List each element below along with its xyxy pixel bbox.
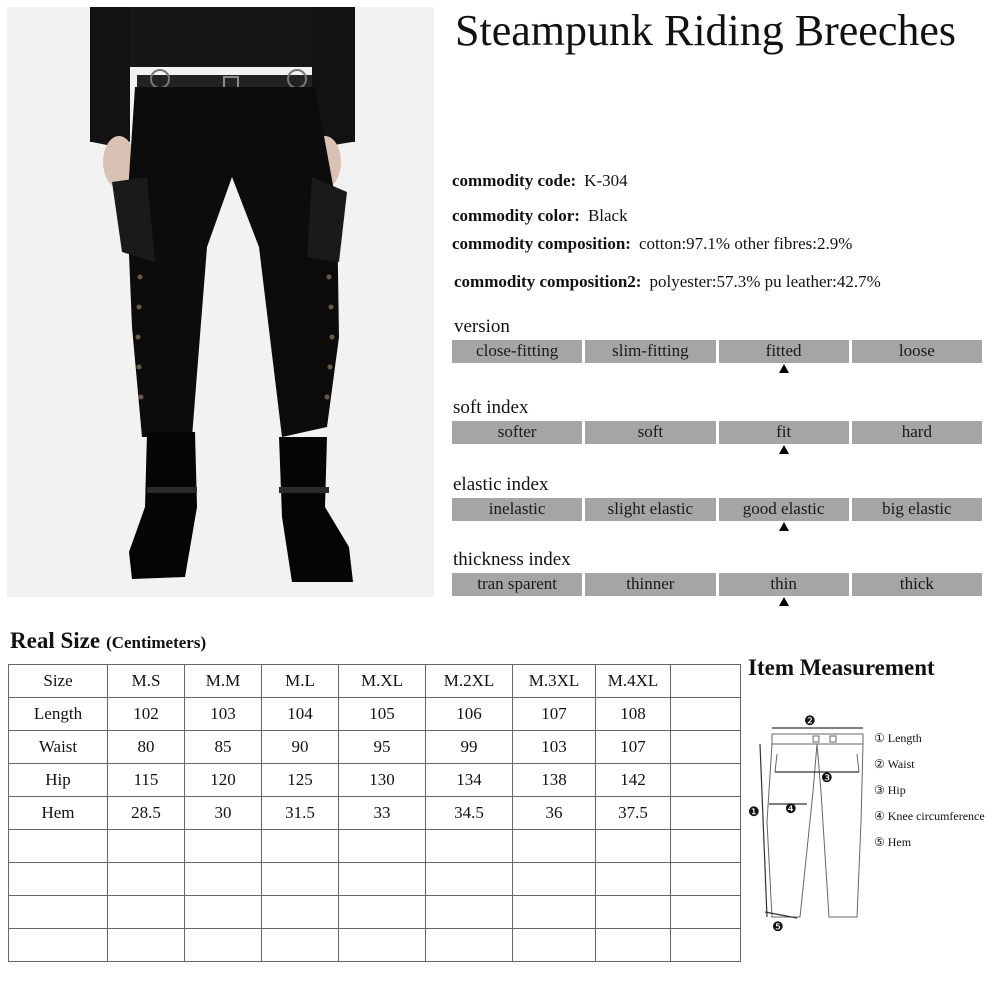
soft-index-option: hard bbox=[852, 421, 982, 444]
thickness-index-option: thin bbox=[719, 573, 849, 596]
table-cell: 103 bbox=[513, 731, 596, 764]
table-cell: 130 bbox=[339, 764, 426, 797]
table-cell bbox=[185, 929, 262, 962]
table-cell bbox=[262, 896, 339, 929]
size-table bbox=[8, 664, 741, 962]
real-size-unit: (Centimeters) bbox=[106, 633, 207, 652]
table-cell bbox=[108, 863, 185, 896]
table-cell: 107 bbox=[513, 698, 596, 731]
table-cell: Length bbox=[9, 698, 108, 731]
elastic-index-selected-marker-icon bbox=[779, 522, 789, 531]
elastic-index-option: inelastic bbox=[452, 498, 582, 521]
table-cell bbox=[671, 896, 741, 929]
table-cell: 28.5 bbox=[108, 797, 185, 830]
legend-label: Hem bbox=[887, 835, 912, 849]
legend-number: ② bbox=[874, 757, 885, 771]
table-cell: 142 bbox=[596, 764, 671, 797]
table-cell: 34.5 bbox=[426, 797, 513, 830]
knee-marker: ❹ bbox=[785, 801, 797, 816]
table-header-cell: M.3XL bbox=[513, 665, 596, 698]
soft-index-option: soft bbox=[585, 421, 715, 444]
spec-composition2 bbox=[454, 272, 881, 292]
version-label: version bbox=[454, 316, 510, 337]
table-header-cell: M.2XL bbox=[426, 665, 513, 698]
legend-label: Hip bbox=[887, 783, 906, 797]
product-title: Steampunk Riding Breeches bbox=[455, 6, 957, 55]
legend-item bbox=[874, 755, 985, 781]
measurement-legend bbox=[874, 729, 985, 859]
table-header-cell: M.S bbox=[108, 665, 185, 698]
table-cell bbox=[671, 929, 741, 962]
thickness-index-option: thinner bbox=[585, 573, 715, 596]
thickness-index-label: thickness index bbox=[453, 549, 571, 570]
table-cell: 99 bbox=[426, 731, 513, 764]
thickness-index-scale bbox=[452, 573, 982, 596]
version-option: loose bbox=[852, 340, 982, 363]
elastic-index-label: elastic index bbox=[453, 474, 549, 495]
spec-color-value: Black bbox=[587, 206, 628, 225]
version-option: slim-fitting bbox=[585, 340, 715, 363]
spec-composition bbox=[452, 234, 852, 254]
elastic-index-scale bbox=[452, 498, 982, 521]
table-cell: 138 bbox=[513, 764, 596, 797]
spec-code-value: K-304 bbox=[584, 171, 628, 190]
table-cell: 134 bbox=[426, 764, 513, 797]
table-cell bbox=[671, 764, 741, 797]
table-row bbox=[9, 764, 741, 797]
table-cell bbox=[108, 830, 185, 863]
thickness-index-option: tran sparent bbox=[452, 573, 582, 596]
table-header-cell: M.XL bbox=[339, 665, 426, 698]
soft-index-scale bbox=[452, 421, 982, 444]
table-cell: Hem bbox=[9, 797, 108, 830]
legend-label: Waist bbox=[887, 757, 915, 771]
table-cell bbox=[185, 830, 262, 863]
table-cell: 36 bbox=[513, 797, 596, 830]
table-cell bbox=[596, 863, 671, 896]
table-cell bbox=[671, 863, 741, 896]
table-cell bbox=[596, 830, 671, 863]
table-cell bbox=[426, 896, 513, 929]
table-cell: 120 bbox=[185, 764, 262, 797]
table-row bbox=[9, 731, 741, 764]
table-cell bbox=[513, 863, 596, 896]
table-cell: 85 bbox=[185, 731, 262, 764]
pants-measurement-diagram bbox=[745, 712, 873, 937]
table-row bbox=[9, 929, 741, 962]
table-cell: 106 bbox=[426, 698, 513, 731]
table-row bbox=[9, 863, 741, 896]
table-header-cell: M.L bbox=[262, 665, 339, 698]
spec-code bbox=[452, 171, 628, 191]
version-option: close-fitting bbox=[452, 340, 582, 363]
table-cell bbox=[513, 830, 596, 863]
table-cell bbox=[9, 830, 108, 863]
table-cell bbox=[513, 896, 596, 929]
version-option: fitted bbox=[719, 340, 849, 363]
legend-number: ④ bbox=[874, 809, 885, 823]
real-size-title: Real Size bbox=[10, 628, 101, 653]
table-cell: 108 bbox=[596, 698, 671, 731]
legend-number: ③ bbox=[874, 783, 885, 797]
legend-item bbox=[874, 729, 985, 755]
table-cell bbox=[339, 830, 426, 863]
spec-composition2-label: commodity composition2: bbox=[454, 272, 642, 291]
table-cell: 104 bbox=[262, 698, 339, 731]
item-measurement-title: Item Measurement bbox=[748, 655, 935, 680]
table-row bbox=[9, 797, 741, 830]
table-cell bbox=[671, 797, 741, 830]
table-row bbox=[9, 896, 741, 929]
table-cell bbox=[671, 698, 741, 731]
legend-number: ① bbox=[874, 731, 885, 745]
table-cell bbox=[426, 929, 513, 962]
table-cell: 125 bbox=[262, 764, 339, 797]
spec-code-label: commodity code: bbox=[452, 171, 577, 190]
soft-index-label: soft index bbox=[453, 397, 529, 418]
real-size-heading bbox=[10, 628, 206, 654]
spec-composition2-value: polyester:57.3% pu leather:42.7% bbox=[649, 272, 881, 291]
table-header-cell: Size bbox=[9, 665, 108, 698]
thickness-index-selected-marker-icon bbox=[779, 597, 789, 606]
elastic-index-option: good elastic bbox=[719, 498, 849, 521]
table-cell bbox=[108, 929, 185, 962]
breeches-model-illustration bbox=[7, 7, 434, 597]
table-cell bbox=[9, 896, 108, 929]
elastic-index-option: big elastic bbox=[852, 498, 982, 521]
pants-outline-diagram bbox=[745, 712, 873, 937]
table-cell bbox=[671, 830, 741, 863]
table-cell bbox=[185, 863, 262, 896]
table-cell bbox=[671, 731, 741, 764]
table-cell: 33 bbox=[339, 797, 426, 830]
table-cell: 103 bbox=[185, 698, 262, 731]
table-cell bbox=[513, 929, 596, 962]
soft-index-selected-marker-icon bbox=[779, 445, 789, 454]
table-cell bbox=[426, 830, 513, 863]
legend-item bbox=[874, 833, 985, 859]
soft-index-option: softer bbox=[452, 421, 582, 444]
table-row bbox=[9, 698, 741, 731]
table-cell: Hip bbox=[9, 764, 108, 797]
spec-composition-value: cotton:97.1% other fibres:2.9% bbox=[638, 234, 853, 253]
table-row bbox=[9, 830, 741, 863]
table-cell bbox=[262, 830, 339, 863]
table-cell bbox=[262, 929, 339, 962]
table-cell bbox=[108, 896, 185, 929]
legend-label: Knee circumference bbox=[887, 809, 985, 823]
table-cell: 90 bbox=[262, 731, 339, 764]
table-cell: 102 bbox=[108, 698, 185, 731]
table-cell: Waist bbox=[9, 731, 108, 764]
table-cell: 115 bbox=[108, 764, 185, 797]
table-header-cell bbox=[671, 665, 741, 698]
table-cell bbox=[596, 896, 671, 929]
table-cell: 37.5 bbox=[596, 797, 671, 830]
spec-color-label: commodity color: bbox=[452, 206, 580, 225]
version-selected-marker-icon bbox=[779, 364, 789, 373]
table-cell bbox=[426, 863, 513, 896]
table-header-row bbox=[9, 665, 741, 698]
hem-marker: ❺ bbox=[772, 919, 784, 934]
table-cell bbox=[262, 863, 339, 896]
table-cell bbox=[339, 863, 426, 896]
length-marker: ❶ bbox=[748, 804, 760, 819]
spec-color bbox=[452, 206, 628, 226]
table-cell: 80 bbox=[108, 731, 185, 764]
legend-number: ⑤ bbox=[874, 835, 885, 849]
hip-marker: ❸ bbox=[821, 770, 833, 785]
table-cell: 95 bbox=[339, 731, 426, 764]
table-cell: 31.5 bbox=[262, 797, 339, 830]
table-cell: 107 bbox=[596, 731, 671, 764]
table-cell: 30 bbox=[185, 797, 262, 830]
table-cell bbox=[9, 929, 108, 962]
soft-index-option: fit bbox=[719, 421, 849, 444]
legend-label: Length bbox=[887, 731, 922, 745]
table-cell bbox=[339, 896, 426, 929]
version-scale bbox=[452, 340, 982, 363]
table-cell bbox=[185, 896, 262, 929]
thickness-index-option: thick bbox=[852, 573, 982, 596]
table-header-cell: M.M bbox=[185, 665, 262, 698]
table-cell bbox=[596, 929, 671, 962]
spec-composition-label: commodity composition: bbox=[452, 234, 631, 253]
legend-item bbox=[874, 781, 985, 807]
elastic-index-option: slight elastic bbox=[585, 498, 715, 521]
table-cell bbox=[9, 863, 108, 896]
legend-item bbox=[874, 807, 985, 833]
waist-marker: ❷ bbox=[804, 713, 816, 728]
product-photo bbox=[7, 7, 434, 597]
table-header-cell: M.4XL bbox=[596, 665, 671, 698]
table-cell bbox=[339, 929, 426, 962]
table-cell: 105 bbox=[339, 698, 426, 731]
